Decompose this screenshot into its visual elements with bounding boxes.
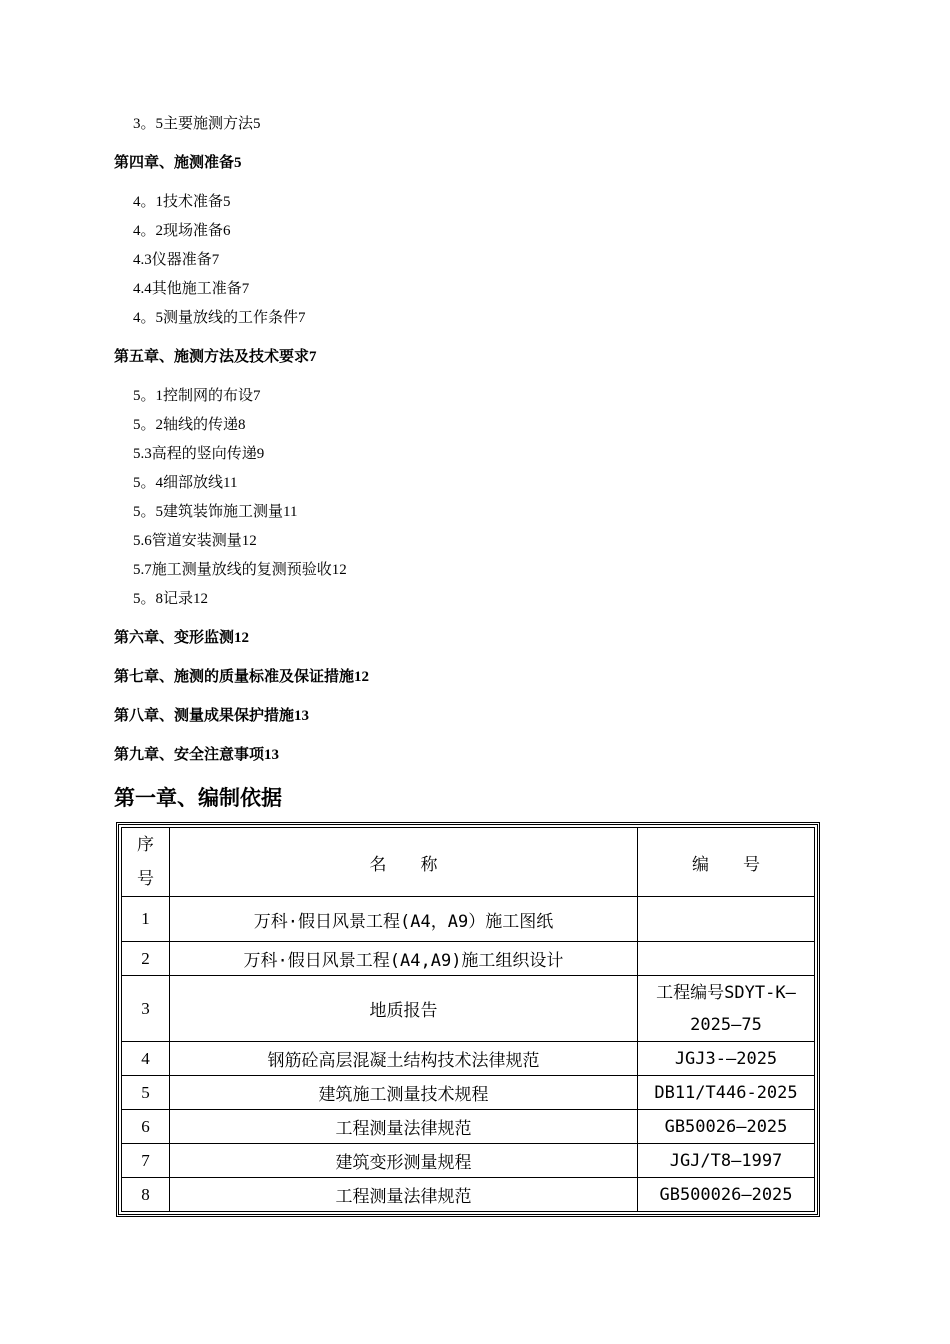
- toc-item[interactable]: 4。2现场准备6: [133, 223, 231, 239]
- toc-chapter[interactable]: 第五章、施测方法及技术要求7: [114, 349, 317, 365]
- basis-table: [116, 822, 820, 1217]
- row-name: 工程测量法律规范: [170, 1178, 638, 1212]
- table-row: [122, 1178, 815, 1212]
- row-seq: 3: [122, 976, 170, 1042]
- table-row: [122, 1144, 815, 1178]
- toc-item[interactable]: 5。2轴线的传递8: [133, 417, 246, 433]
- row-seq: 4: [122, 1042, 170, 1076]
- row-name: 建筑施工测量技术规程: [170, 1076, 638, 1110]
- row-name: 工程测量法律规范: [170, 1110, 638, 1144]
- row-code: JGJ/T8—1997: [638, 1144, 815, 1178]
- header-code: 编 号: [638, 828, 815, 897]
- toc-item[interactable]: 3。5主要施测方法5: [133, 116, 261, 132]
- table-row: [122, 1076, 815, 1110]
- toc-item[interactable]: 5。5建筑装饰施工测量11: [133, 504, 298, 520]
- toc-chapter[interactable]: 第六章、变形监测12: [114, 630, 250, 646]
- row-code: [638, 976, 815, 1042]
- toc-item[interactable]: 4。5测量放线的工作条件7: [133, 310, 306, 326]
- table-header-row: [122, 828, 815, 897]
- header-name: 名 称: [170, 828, 638, 897]
- row-name: 钢筋砼高层混凝土结构技术法律规范: [170, 1042, 638, 1076]
- toc-chapter[interactable]: 第四章、施测准备5: [114, 155, 242, 171]
- row-name: 万科·假日风景工程(A4，A9）施工图纸: [170, 897, 638, 942]
- row-code: [638, 942, 815, 976]
- table-row: [122, 1110, 815, 1144]
- row-code-line2: 2025—75: [690, 1014, 762, 1035]
- row-seq: 1: [122, 897, 170, 942]
- row-seq: 2: [122, 942, 170, 976]
- row-seq: 5: [122, 1076, 170, 1110]
- basis-table-grid: [121, 827, 815, 1212]
- toc-item[interactable]: 4.3仪器准备7: [133, 252, 220, 268]
- row-seq: 6: [122, 1110, 170, 1144]
- table-row: [122, 976, 815, 1042]
- row-code: [638, 897, 815, 942]
- table-row: [122, 897, 815, 942]
- toc-chapter[interactable]: 第七章、施测的质量标准及保证措施12: [114, 669, 370, 685]
- toc-chapter[interactable]: 第九章、安全注意事项13: [114, 747, 280, 763]
- header-seq-line1: 序: [137, 835, 154, 854]
- table-row: [122, 1042, 815, 1076]
- toc-item[interactable]: 5。8记录12: [133, 591, 209, 607]
- toc-item[interactable]: 5.6管道安装测量12: [133, 533, 257, 549]
- toc-item[interactable]: 4.4其他施工准备7: [133, 281, 250, 297]
- row-name: 建筑变形测量规程: [170, 1144, 638, 1178]
- row-code: GB50026—2025: [638, 1110, 815, 1144]
- toc-chapter[interactable]: 第八章、测量成果保护措施13: [114, 708, 310, 724]
- row-code-line1: 工程编号SDYT-K—: [656, 982, 796, 1003]
- header-seq-line2: 号: [137, 869, 154, 888]
- row-code: JGJ3-—2025: [638, 1042, 815, 1076]
- row-code: DB11/T446-2025: [638, 1076, 815, 1110]
- row-seq: 8: [122, 1178, 170, 1212]
- row-code: GB500026—2025: [638, 1178, 815, 1212]
- row-name: 地质报告: [170, 976, 638, 1042]
- row-name: 万科·假日风景工程(A4,A9)施工组织设计: [170, 942, 638, 976]
- header-seq: [122, 828, 170, 897]
- toc-item[interactable]: 5.3高程的竖向传递9: [133, 446, 265, 462]
- toc-item[interactable]: 4。1技术准备5: [133, 194, 231, 210]
- toc-item[interactable]: 5.7施工测量放线的复测预验收12: [133, 562, 347, 578]
- section-title: 第一章、编制依据: [114, 786, 282, 810]
- toc-item[interactable]: 5。4细部放线11: [133, 475, 238, 491]
- row-seq: 7: [122, 1144, 170, 1178]
- toc-item[interactable]: 5。1控制网的布设7: [133, 388, 261, 404]
- table-row: [122, 942, 815, 976]
